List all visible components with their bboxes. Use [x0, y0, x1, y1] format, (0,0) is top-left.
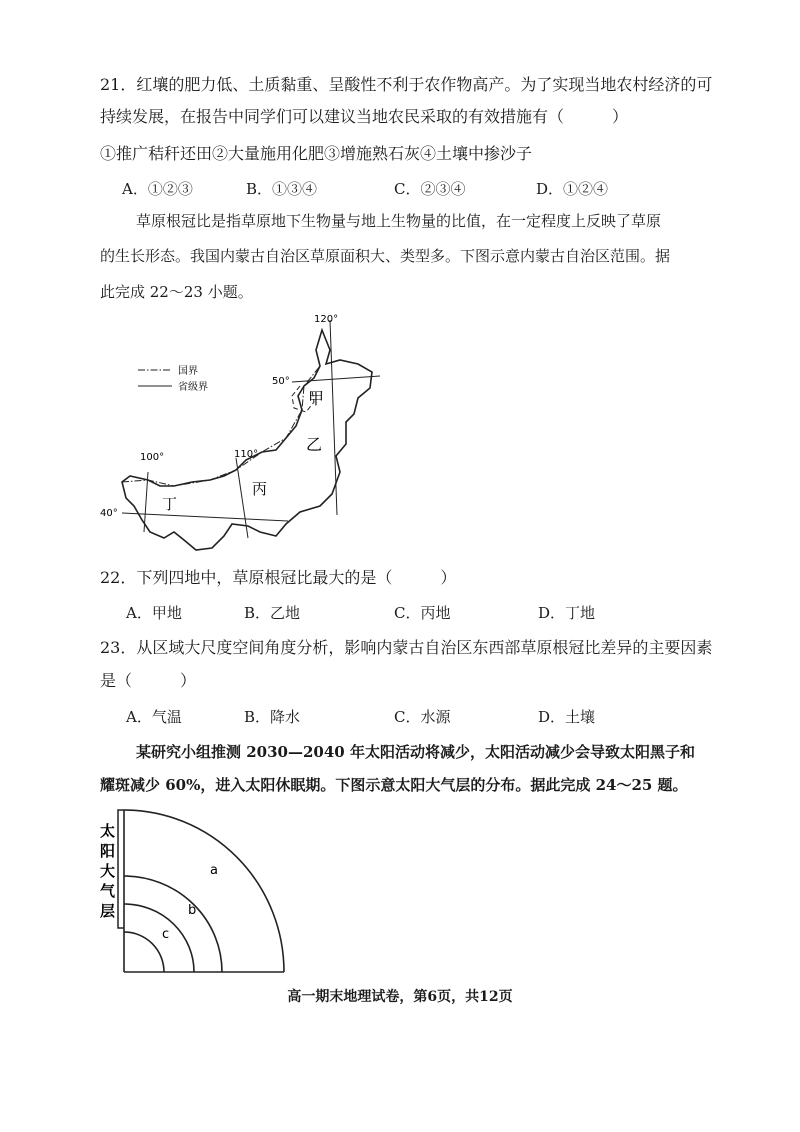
q22-option-d: D．丁地 [538, 604, 596, 622]
q22-option-c: C．丙地 [394, 604, 451, 622]
intro2-line2: 耀斑减少 60%，进入太阳休眠期。下图示意太阳大气层的分布。据此完成 24～25 题。 [100, 776, 688, 794]
q23-option-a: A．气温 [126, 708, 182, 726]
q21-measures: ①推广秸秆还田②大量施用化肥③增施熟石灰④土壤中掺沙子 [100, 144, 533, 163]
lat-50-label: 50° [272, 376, 290, 387]
layer-bracket [118, 810, 124, 928]
q22-option-a: A．甲地 [126, 604, 182, 622]
inner-mongolia-map [100, 310, 400, 560]
legend-provincial-label: 省级界 [178, 382, 208, 393]
lon-110-label: 110° [234, 449, 259, 460]
layer-a-label: a [210, 863, 218, 878]
q23-option-c: C．水源 [394, 708, 451, 726]
outer-arc [124, 810, 284, 972]
intro1-line2: 的生长形态。我国内蒙古自治区草原面积大、类型多。下图示意内蒙古自治区范围。据 [100, 247, 671, 265]
q22-option-b: B．乙地 [244, 604, 301, 622]
side-label-char-2: 阳 [100, 842, 116, 860]
q21-stem-line2: 持续发展，在报告中同学们可以建议当地农民采取的有效措施有（ ） [100, 107, 629, 126]
q23-stem-line1: 23．从区域大尺度空间角度分析，影响内蒙古自治区东西部草原根冠比差异的主要因素 [100, 638, 713, 657]
q23-option-d: D．土壤 [538, 708, 596, 726]
label-bing: 丙 [252, 480, 268, 498]
q23-option-b: B．降水 [244, 708, 301, 726]
meridian-120 [330, 320, 337, 515]
label-jia: 甲 [308, 389, 325, 408]
inner-arc [124, 903, 197, 972]
q22-stem: 22．下列四地中，草原根冠比最大的是（ ） [100, 568, 457, 587]
q21-stem-line1: 21．红壤的肥力低、土质黏重、呈酸性不利于农作物高产。为了实现当地农村经济的可 [100, 75, 713, 94]
side-label-char-1: 太 [100, 822, 116, 840]
core-arc [124, 932, 164, 972]
q21-option-c: C．②③④ [394, 180, 466, 198]
label-yi: 乙 [306, 435, 323, 454]
label-ding: 丁 [162, 495, 178, 513]
page-footer: 高一期末地理试卷，第6页，共12页 [287, 989, 513, 1005]
side-label-char-5: 层 [100, 902, 116, 920]
parallel-50 [292, 376, 380, 382]
intro1-line3: 此完成 22～23 小题。 [100, 283, 253, 301]
intro1-line1: 草原根冠比是指草原地下生物量与地上生物量的比值，在一定程度上反映了草原 [136, 212, 662, 230]
q23-stem-line2: 是（ ） [100, 671, 197, 690]
legend-national-label: 国界 [178, 366, 198, 377]
intro2-line1: 某研究小组推测 2030—2040 年太阳活动将减少，太阳活动减少会导致太阳黑子和 [136, 743, 695, 761]
side-label-char-4: 气 [100, 882, 116, 900]
side-label-char-3: 大 [100, 862, 116, 880]
parallel-40 [122, 513, 288, 521]
lat-40-label: 40° [100, 508, 118, 519]
q21-option-d: D．①②④ [536, 180, 609, 198]
q21-option-a: A．①②③ [122, 180, 193, 198]
q21-option-b: B．①③④ [246, 180, 318, 198]
solar-atmosphere-diagram [98, 808, 298, 978]
meridian-100 [144, 472, 148, 532]
layer-c-label: c [162, 927, 170, 942]
lon-100-label: 100° [140, 452, 165, 463]
lon-120-label: 120° [314, 314, 339, 325]
layer-b-label: b [188, 903, 197, 918]
